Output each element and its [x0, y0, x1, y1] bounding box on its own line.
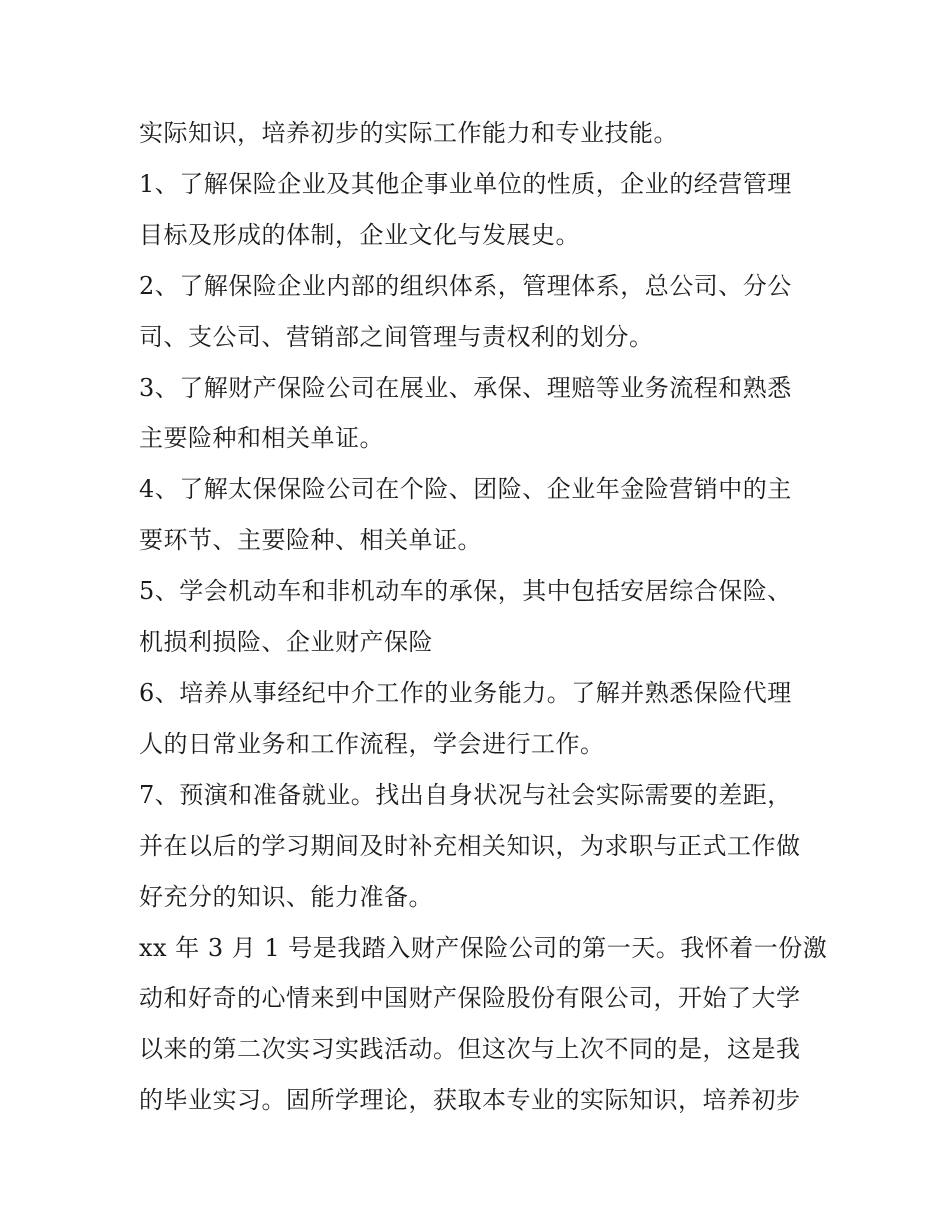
list-item-5-line-2: 机损利损险、企业财产保险 [139, 628, 433, 657]
list-item-6-line-1: 6、培养从事经纪中介工作的业务能力。了解并熟悉保险代理 [139, 678, 792, 707]
paragraph-line-1: xx 年 3 月 1 号是我踏入财产保险公司的第一天。我怀着一份激 [139, 933, 828, 962]
list-item-2-line-1: 2、了解保险企业内部的组织体系，管理体系，总公司、分公 [139, 271, 792, 300]
paragraph-line-2: 动和好奇的心情来到中国财产保险股份有限公司，开始了大学 [139, 984, 801, 1013]
paragraph-line-3: 以来的第二次实习实践活动。但这次与上次不同的是，这是我 [139, 1035, 801, 1064]
list-item-3-line-2: 主要险种和相关单证。 [139, 424, 384, 453]
list-item-7-line-1: 7、预演和准备就业。找出自身状况与社会实际需要的差距， [139, 780, 792, 809]
list-item-1-line-1: 1、了解保险企业及其他企事业单位的性质，企业的经营管理 [139, 169, 792, 198]
list-item-2-line-2: 司、支公司、营销部之间管理与责权利的划分。 [139, 322, 654, 351]
list-item-4-line-1: 4、了解太保保险公司在个险、团险、企业年金险营销中的主 [139, 475, 792, 504]
list-item-5-line-1: 5、学会机动车和非机动车的承保，其中包括安居综合保险、 [139, 577, 792, 606]
list-item-1-line-2: 目标及形成的体制，企业文化与发展史。 [139, 220, 580, 249]
text-line-1: 实际知识，培养初步的实际工作能力和专业技能。 [139, 119, 678, 147]
list-item-7-line-2: 并在以后的学习期间及时补充相关知识，为求职与正式工作做 [139, 831, 801, 860]
list-item-4-line-2: 要环节、主要险种、相关单证。 [139, 526, 482, 555]
list-item-3-line-1: 3、了解财产保险公司在展业、承保、理赔等业务流程和熟悉 [139, 373, 792, 402]
paragraph-line-4: 的毕业实习。固所学理论，获取本专业的实际知识，培养初步 [139, 1086, 801, 1115]
list-item-6-line-2: 人的日常业务和工作流程，学会进行工作。 [139, 729, 605, 758]
list-item-7-line-3: 好充分的知识、能力准备。 [139, 882, 433, 911]
document-body [139, 108, 828, 1126]
